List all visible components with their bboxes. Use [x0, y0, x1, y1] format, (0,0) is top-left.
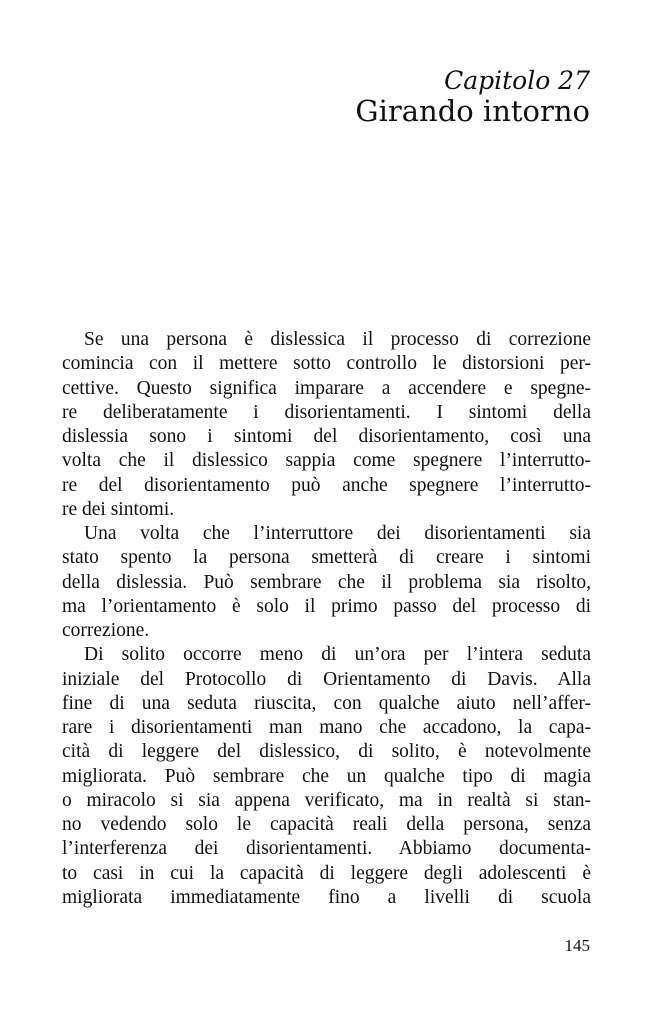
text-line: dislessia sono i sintomi del disorientamento, così una — [62, 426, 591, 447]
chapter-label: Capitolo 27 — [444, 66, 590, 95]
text-line: to casi in cui la capacità di leggere degli adolescenti è — [62, 862, 591, 884]
text-line: rare i disorientamenti man mano che accadono, la capa- — [62, 717, 591, 738]
text-line: fine di una seduta riuscita, con qualche aiuto nell’affer- — [62, 692, 591, 714]
text-line: no vedendo solo le capacità reali della persona, senza — [62, 814, 591, 835]
text-line: re del disorientamento può anche spegnere l’interrutto- — [62, 474, 591, 496]
text-line: cettive. Questo significa imparare a accendere e spegne- — [62, 377, 591, 399]
text-line: l’interferenza dei disorientamenti. Abbiamo documenta- — [62, 838, 591, 860]
page-number: 145 — [564, 936, 590, 955]
text-line: o miracolo si sia appena verificato, ma in realtà si stan- — [62, 789, 591, 811]
text-line: della dislessia. Può sembrare che il problema sia risolto, — [62, 571, 591, 593]
body-text — [62, 328, 591, 910]
text-line: stato spento la persona smetterà di creare i sintomi — [62, 547, 591, 569]
text-line: comincia con il mettere sotto controllo le distorsioni per- — [62, 353, 591, 375]
text-line: Una volta che l’interruttore dei disorientamenti sia — [84, 523, 591, 544]
text-line: iniziale del Protocollo di Orientamento di Davis. Alla — [62, 668, 591, 690]
text-line: volta che il dislessico sappia come spegnere l’interrutto- — [62, 450, 591, 472]
text-line: Se una persona è dislessica il processo di correzione — [84, 329, 591, 350]
text-line: migliorata. Può sembrare che un qualche tipo di magia — [62, 765, 591, 787]
text-line: Di solito occorre meno di un’ora per l’intera seduta — [84, 644, 591, 666]
chapter-title: Girando intorno — [355, 94, 590, 128]
text-line: cità di leggere del dislessico, di solito, è notevolmente — [62, 741, 591, 763]
text-line: ma l’orientamento è solo il primo passo del processo di — [62, 595, 591, 617]
text-line: correzione. — [62, 620, 150, 641]
text-line: migliorata immediatamente fino a livelli di scuola — [62, 886, 591, 908]
text-line: re dei sintomi. — [62, 498, 175, 520]
text-line: re deliberatamente i disorientamenti. I sintomi della — [62, 401, 591, 423]
